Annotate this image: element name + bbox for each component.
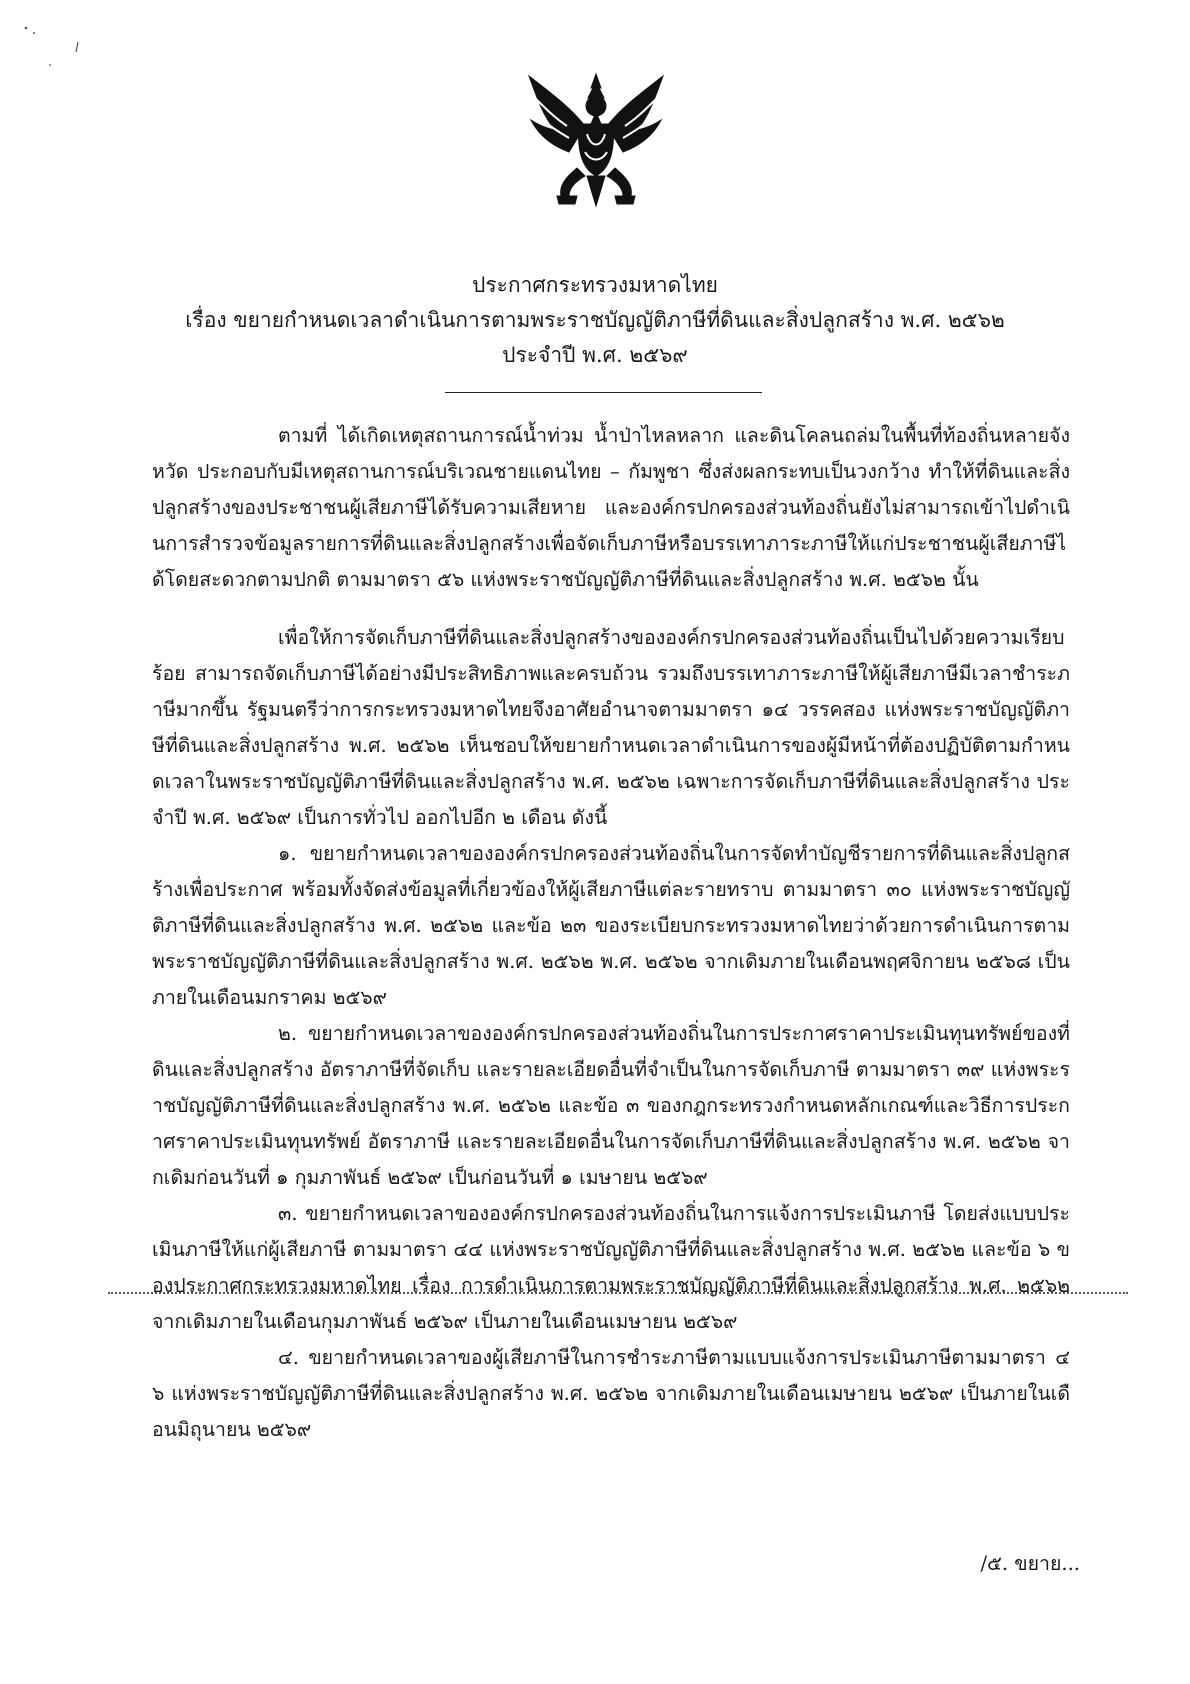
list-item-2: ๒. ขยายกำหนดเวลาขององค์กรปกครองส่วนท้องถิ่นในการประกาศราคาประเมินทุนทรัพย์ของที่ดินและสิ่งปลูกสร้าง อัตราภาษีที่จัดเก็บ และรายละเอียดอื่นที่จำเป็นในการจัดเก็บภาษี ตามมาตรา ๓๙ แห่งพระราชบัญญัติภาษีที่ดินและสิ่งปลูกสร้าง พ.ศ. ๒๕๖๒ และข้อ ๓ ของกฎกระทรวงกำหนดหลักเกณฑ์และวิธีการประกาศราคาประเมินทุนทรัพย์ อัตราภาษี และรายละเอียดอื่นในการจัดเก็บภาษีที่ดินและสิ่งปลูกสร้าง พ.ศ. ๒๕๖๒ จากเดิมก่อนวันที่ ๑ กุมภาพันธ์ ๒๕๖๙ เป็นก่อนวันที่ ๑ เมษายน ๒๕๖๙ bbox=[152, 1022, 1070, 1189]
list-item-3: ๓. ขยายกำหนดเวลาขององค์กรปกครองส่วนท้องถิ่นในการแจ้งการประเมินภาษี โดยส่งแบบประเมินภาษีให้แก่ผู้เสียภาษี ตามมาตรา ๔๔ แห่งพระราชบัญญัติภาษีที่ดินและสิ่งปลูกสร้าง พ.ศ. ๒๕๖๒ และข้อ ๖ ของประกาศกระทรวงมหาดไทย เรื่อง การดำเนินการตามพระราชบัญญัติภาษีที่ดินและสิ่งปลูกสร้าง พ.ศ. ๒๕๖๒ จากเดิมภายในเดือนกุมภาพันธ์ ๒๕๖๙ เป็นภายในเดือนเมษายน ๒๕๖๙ bbox=[152, 1202, 1070, 1333]
paragraph-background: ตามที่ ได้เกิดเหตุสถานการณ์น้ำท่วม น้ำป่าไหลหลาก และดินโคลนถล่มในพื้นที่ท้องถิ่นหลายจังหวัด ประกอบกับมีเหตุสถานการณ์บริเวณชายแดนไทย – กัมพูชา ซึ่งส่งผลกระทบเป็นวงกว้าง ทำให้ที่ดินและสิ่งปลูกสร้างของประชาชนผู้เสียภาษีได้รับความเสียหาย และองค์กรปกครองส่วนท้องถิ่นยังไม่สามารถเข้าไปดำเนินการสำรวจข้อมูลรายการที่ดินและสิ่งปลูกสร้างเพื่อจัดเก็บภาษีหรือบรรเทาภาระภาษีให้แก่ประชาชนผู้เสียภาษีได้โดยสะดวกตามปกติ ตามมาตรา ๕๖ แห่งพระราชบัญญัติภาษีที่ดินและสิ่งปลูกสร้าง พ.ศ. ๒๕๖๒ นั้น bbox=[152, 424, 1070, 591]
list-item-4: ๔. ขยายกำหนดเวลาของผู้เสียภาษีในการชำระภาษีตามแบบแจ้งการประเมินภาษีตามมาตรา ๔๖ แห่งพระราชบัญญัติภาษีที่ดินและสิ่งปลูกสร้าง พ.ศ. ๒๕๖๒ จากเดิมภายในเดือนเมษายน ๒๕๖๙ เป็นภายในเดือนมิถุนายน ๒๕๖๙ bbox=[152, 1346, 1070, 1441]
garuda-emblem-icon bbox=[521, 68, 671, 218]
list-item-1: ๑. ขยายกำหนดเวลาขององค์กรปกครองส่วนท้องถิ่นในการจัดทำบัญชีรายการที่ดินและสิ่งปลูกสร้างเพื่อประกาศ พร้อมทั้งจัดส่งข้อมูลที่เกี่ยวข้องให้ผู้เสียภาษีแต่ละรายทราบ ตามมาตรา ๓๐ แห่งพระราชบัญญัติภาษีที่ดินและสิ่งปลูกสร้าง พ.ศ. ๒๕๖๒ และข้อ ๒๓ ของระเบียบกระทรวงมหาดไทยว่าด้วยการดำเนินการตามพระราชบัญญัติภาษีที่ดินและสิ่งปลูกสร้าง พ.ศ. ๒๕๖๒ พ.ศ. ๒๕๖๒ จากเดิมภายในเดือนพฤศจิกายน ๒๕๖๘ เป็นภายในเดือนมกราคม ๒๕๖๙ bbox=[152, 842, 1070, 1009]
scan-specks bbox=[20, 20, 100, 80]
paragraph-purpose: เพื่อให้การจัดเก็บภาษีที่ดินและสิ่งปลูกสร้างขององค์กรปกครองส่วนท้องถิ่นเป็นไปด้วยความเรียบร้อย สามารถจัดเก็บภาษีได้อย่างมีประสิทธิภาพและครบถ้วน รวมถึงบรรเทาภาระภาษีให้ผู้เสียภาษีมีเวลาชำระภาษีมากขึ้น รัฐมนตรีว่าการกระทรวงมหาดไทยจึงอาศัยอำนาจตามมาตรา ๑๔ วรรคสอง แห่งพระราชบัญญัติภาษีที่ดินและสิ่งปลูกสร้าง พ.ศ. ๒๕๖๒ เห็นชอบให้ขยายกำหนดเวลาดำเนินการของผู้มีหน้าที่ต้องปฏิบัติตามกำหนดเวลาในพระราชบัญญัติภาษีที่ดินและสิ่งปลูกสร้าง พ.ศ. ๒๕๖๒ เฉพาะการจัดเก็บภาษีที่ดินและสิ่งปลูกสร้าง ประจำปี พ.ศ. ๒๕๖๙ เป็นการทั่วไป ออกไปอีก ๒ เดือน ดังนี้ bbox=[152, 626, 1070, 829]
title-line-ministry: ประกาศกระทรวงมหาดไทย bbox=[472, 273, 718, 297]
title-divider bbox=[445, 392, 762, 393]
scan-artifact-line bbox=[108, 1292, 1128, 1294]
title-line-year: ประจำปี พ.ศ. ๒๕๖๙ bbox=[502, 343, 688, 367]
announcement-title bbox=[120, 268, 1070, 373]
title-line-subject: เรื่อง ขยายกำหนดเวลาดำเนินการตามพระราชบัญญัติภาษีที่ดินและสิ่งปลูกสร้าง พ.ศ. ๒๕๖๒ bbox=[185, 308, 1005, 332]
continuation-marker: /๕. ขยาย... bbox=[980, 1552, 1080, 1575]
